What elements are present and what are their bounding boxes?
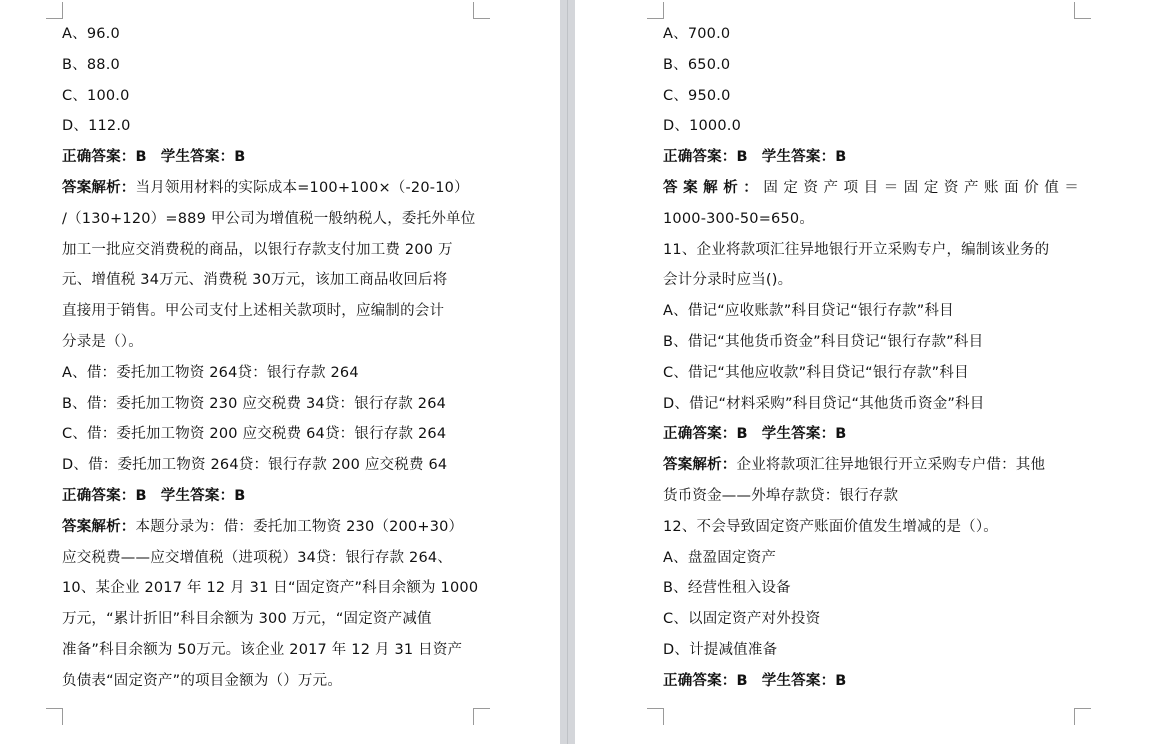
- correct-answer-value: B: [736, 672, 748, 689]
- answer-line: [62, 142, 478, 173]
- student-answer-value: B: [835, 672, 847, 689]
- option-c-line: C、以固定资产对外投资: [663, 611, 821, 628]
- correct-answer-label: 正确答案：: [663, 149, 737, 166]
- option-b-line: B、借：委托加工物资 230 应交税费 34贷：银行存款 264: [62, 395, 447, 412]
- option-a-line: A、借记“应收账款”科目贷记“银行存款”科目: [663, 303, 954, 320]
- crop-mark-bottom-right: [1074, 708, 1091, 725]
- option-b-line: B、650.0: [663, 56, 731, 73]
- correct-answer-value: B: [736, 149, 748, 166]
- text-line: 分录是（）。: [62, 333, 143, 350]
- explanation-label: 答案解析：: [663, 457, 737, 474]
- correct-answer-value: B: [135, 487, 147, 504]
- crop-mark-top-left: [647, 2, 664, 19]
- question-line: 12、不会导致固定资产账面价值发生增减的是（）。: [663, 518, 998, 535]
- student-answer-label: 学生答案：: [160, 149, 235, 166]
- text-line: 元、增值税 34万元、消费税 30万元，该加工商品收回后将: [62, 272, 448, 289]
- student-answer-value: B: [835, 149, 847, 166]
- option-a-line: A、盘盈固定资产: [663, 549, 777, 566]
- text-line: 应交税费——应交增值税（进项税）34贷：银行存款 264、: [62, 549, 453, 566]
- option-c-line: C、借记“其他应收款”科目贷记“银行存款”科目: [663, 364, 969, 381]
- text-line: 会计分录时应当()。: [663, 272, 793, 289]
- option-a-line: A、96.0: [62, 26, 120, 42]
- question-line: 10、某企业 2017 年 12 月 31 日“固定资产”科目余额为 1000: [62, 580, 479, 597]
- student-answer-value: B: [234, 487, 246, 504]
- answer-line: [62, 481, 478, 512]
- explanation-line: [62, 173, 478, 204]
- crop-mark-bottom-left: [647, 708, 664, 725]
- option-c-line: C、借：委托加工物资 200 应交税费 64贷：银行存款 264: [62, 426, 447, 443]
- left-page: [0, 0, 560, 744]
- option-d-line: D、借：委托加工物资 264贷：银行存款 200 应交税费 64: [62, 457, 448, 474]
- answer-line: [663, 419, 1079, 450]
- option-d-line: D、借记“材料采购”科目贷记“其他货币资金”科目: [663, 395, 985, 412]
- correct-answer-value: B: [736, 426, 748, 443]
- crop-mark-bottom-right: [473, 708, 490, 725]
- text-line: 货币资金——外埠存款贷：银行存款: [663, 487, 899, 504]
- explanation-line: [663, 173, 1079, 204]
- option-d-line: D、1000.0: [663, 118, 742, 135]
- right-page-content: [663, 19, 1079, 697]
- explanation-label: 答案解析：: [62, 518, 136, 535]
- text-line: 准备”科目余额为 50万元。该企业 2017 年 12 月 31 日资产: [62, 641, 463, 658]
- student-answer-label: 学生答案：: [761, 149, 836, 166]
- student-answer-label: 学生答案：: [160, 487, 235, 504]
- student-answer-value: B: [835, 426, 847, 443]
- crop-mark-top-left: [46, 2, 63, 19]
- crop-mark-top-right: [473, 2, 490, 19]
- text-line: 1000-300-50=650。: [663, 210, 815, 227]
- explanation-text: 当月领用材料的实际成本=100+100×（-20-10）: [135, 179, 469, 196]
- explanation-text: 本题分录为：借：委托加工物资 230（200+30）: [135, 518, 464, 535]
- option-c-line: C、100.0: [62, 87, 130, 104]
- right-page: [575, 0, 1154, 744]
- student-answer-value: B: [234, 149, 246, 166]
- option-b-line: B、借记“其他货币资金”科目贷记“银行存款”科目: [663, 333, 984, 350]
- correct-answer-label: 正确答案：: [62, 149, 136, 166]
- left-page-content: [62, 19, 478, 697]
- explanation-line: [62, 512, 478, 543]
- explanation-label: 答案解析：: [62, 179, 136, 196]
- explanation-line: [663, 450, 1079, 481]
- explanation-text: 企业将款项汇往异地银行开立采购专户借：其他: [736, 457, 1046, 474]
- correct-answer-label: 正确答案：: [62, 487, 136, 504]
- option-d-line: D、112.0: [62, 118, 131, 135]
- correct-answer-label: 正确答案：: [663, 426, 737, 443]
- text-line: /（130+120）=889 甲公司为增值税一般纳税人，委托外单位: [62, 210, 476, 227]
- option-b-line: B、经营性租入设备: [663, 580, 791, 597]
- correct-answer-value: B: [135, 149, 147, 166]
- student-answer-label: 学生答案：: [761, 672, 836, 689]
- option-a-line: A、700.0: [663, 26, 731, 42]
- student-answer-label: 学生答案：: [761, 426, 836, 443]
- text-line: 负债表“固定资产”的项目金额为（）万元。: [62, 672, 343, 689]
- crop-mark-bottom-left: [46, 708, 63, 725]
- text-line: 直接用于销售。甲公司支付上述相关款项时，应编制的会计: [62, 303, 445, 320]
- option-a-line: A、借：委托加工物资 264贷：银行存款 264: [62, 364, 359, 381]
- explanation-text: 固定资产项目＝固定资产账面价值＝: [763, 179, 1079, 196]
- page-divider: [567, 0, 568, 744]
- crop-mark-top-right: [1074, 2, 1091, 19]
- question-line: 11、企业将款项汇往异地银行开立采购专户，编制该业务的: [663, 241, 1050, 258]
- option-b-line: B、88.0: [62, 56, 120, 73]
- option-d-line: D、计提减值准备: [663, 641, 778, 658]
- correct-answer-label: 正确答案：: [663, 672, 737, 689]
- option-c-line: C、950.0: [663, 87, 731, 104]
- text-line: 加工一批应交消费税的商品，以银行存款支付加工费 200 万: [62, 241, 453, 258]
- explanation-label: 答案解析：: [663, 179, 764, 196]
- text-line: 万元，“累计折旧”科目余额为 300 万元，“固定资产减值: [62, 611, 432, 628]
- answer-line: [663, 142, 1079, 173]
- answer-line: [663, 666, 1079, 697]
